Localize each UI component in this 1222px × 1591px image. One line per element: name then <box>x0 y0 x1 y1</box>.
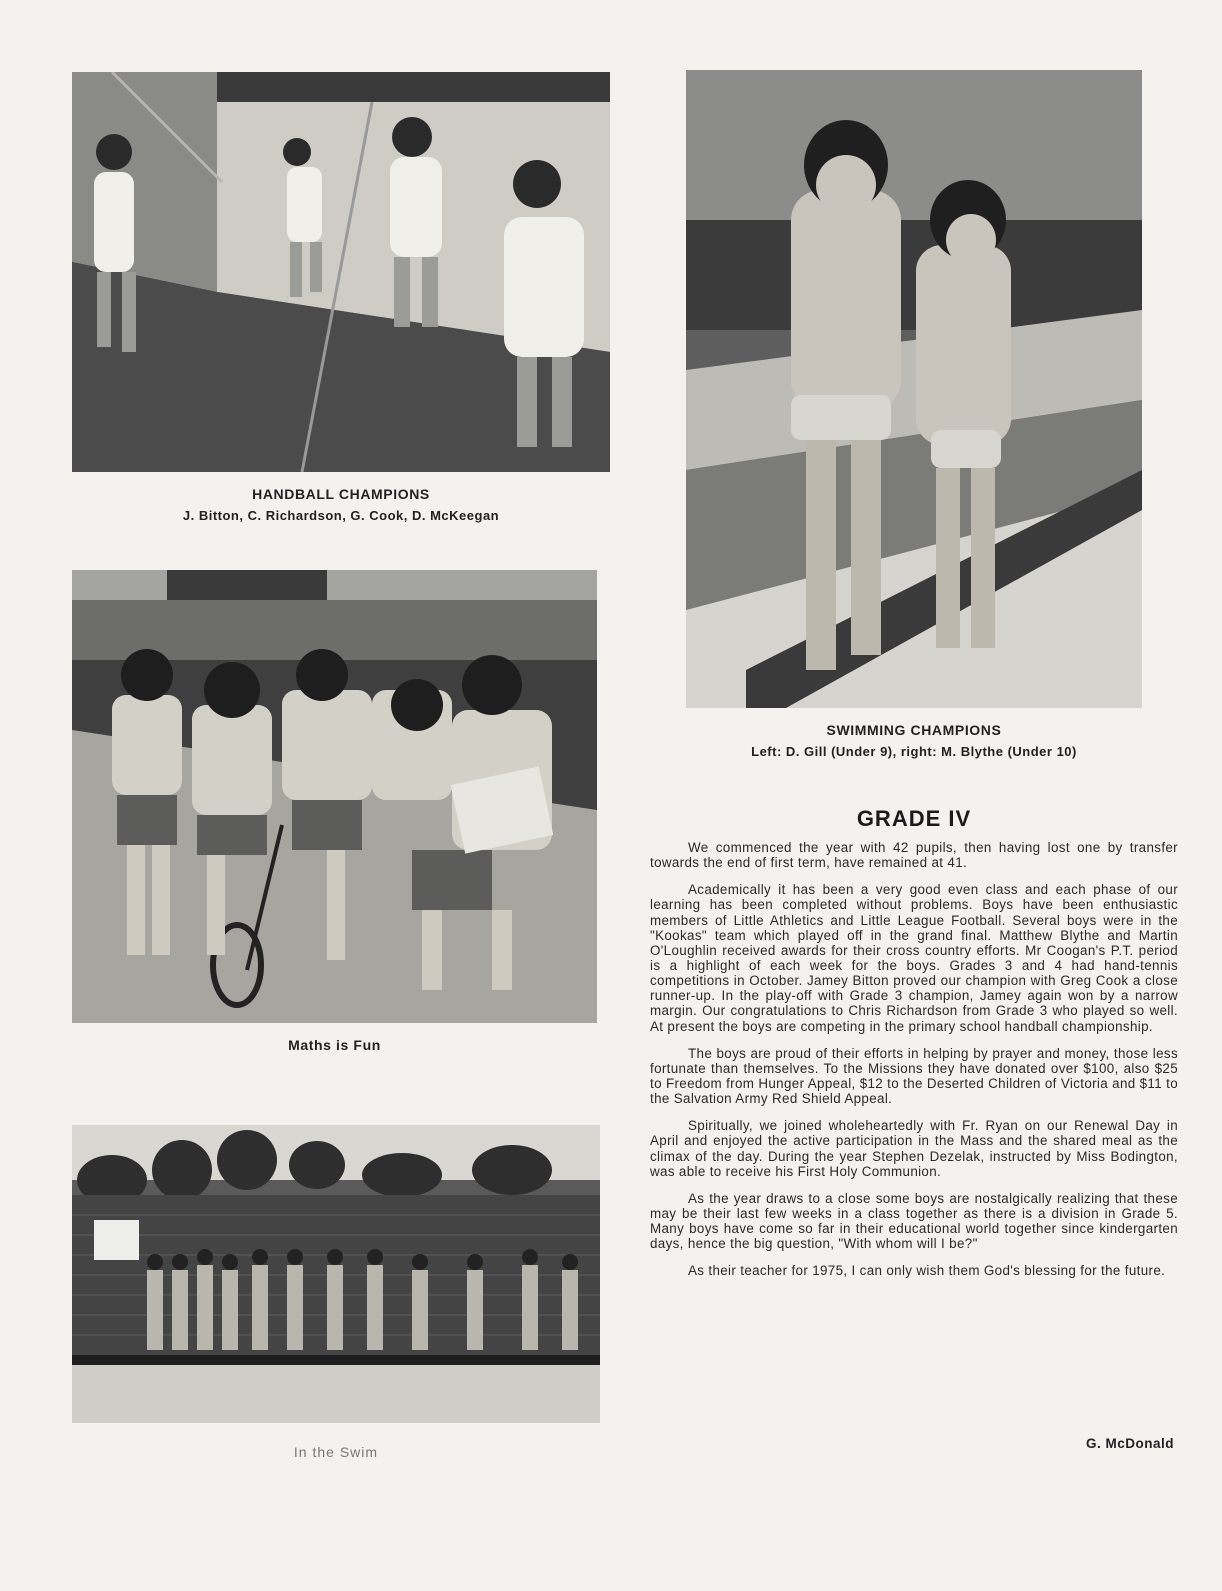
maths-caption-text: Maths is Fun <box>288 1037 381 1053</box>
maths-caption <box>72 1037 597 1053</box>
article-paragraph-2: Academically it has been a very good even class and each phase of our learning has been completed without problems. Boys have been enthusiastic members of Little Athletics and Little League Football. Several boys were in the "Kookas" team which played off in the grand final. Matthew Blythe and Martin O'Loughlin received awards for their cross country efforts. Mr Coogan's P.T. period is a highlight of each week for the boys. Grades 3 and 4 had hand-tennis competitions in October. Jamey Bitton proved our champion with Greg Cook a close runner-up. In the play-off with Grade 3 champion, Jamey again won by a narrow margin. Our congratulations to Chris Richardson from Grade 3 who played so well. At present the boys are competing in the primary school handball championship. <box>650 882 1178 1034</box>
in-the-swim-caption <box>72 1444 600 1460</box>
handball-caption-names: J. Bitton, C. Richardson, G. Cook, D. McKeegan <box>182 508 500 523</box>
article-signature: G. McDonald <box>1085 1436 1174 1451</box>
article-paragraph-3: The boys are proud of their efforts in helping by prayer and money, those less fortunate than themselves. To the Missions they have donated over $100, also $25 to Freedom from Hunger Appeal, $12 to the Deserted Children of Victoria and $11 to the Salvation Army Red Shield Appeal. <box>650 1045 1178 1107</box>
article-paragraph-4: Spiritually, we joined wholeheartedly with Fr. Ryan on our Renewal Day in April and enjoyed the active participation in the Mass and the shared meal as the climax of the day. During the year Stephen Dezelak, instructed by Miss Bodington, was able to receive his First Holy Communion. <box>650 1118 1178 1179</box>
swimming-champions-photo <box>686 70 1142 708</box>
in-the-swim-caption-text: In the Swim <box>293 1444 379 1460</box>
handball-caption <box>72 486 610 523</box>
article-paragraph-6: As their teacher for 1975, I can only wish them God's blessing for the future. <box>688 1263 1166 1279</box>
swimming-caption-names: Left: D. Gill (Under 9), right: M. Blythe (Under 10) <box>751 744 1077 759</box>
swimming-caption <box>686 722 1142 759</box>
grade-iv-article <box>650 806 1178 1291</box>
article-paragraph-1: We commenced the year with 42 pupils, then having lost one by transfer towards the end of first term, have remained at 41. <box>650 840 1178 871</box>
article-heading: GRADE IV <box>856 806 972 831</box>
in-the-swim-photo <box>72 1125 600 1423</box>
handball-caption-title: HANDBALL CHAMPIONS <box>252 486 430 502</box>
maths-is-fun-photo <box>72 570 597 1023</box>
article-paragraph-5: As the year draws to a close some boys are nostalgically realizing that these may be their last few weeks in a class together as there is a division in Grade 5. Many boys have come so far in their educational world together since kindergarten days, hence the big question, "With whom will I be?" <box>650 1190 1178 1252</box>
swimming-caption-title: SWIMMING CHAMPIONS <box>826 722 1002 738</box>
handball-champions-photo <box>72 72 610 472</box>
